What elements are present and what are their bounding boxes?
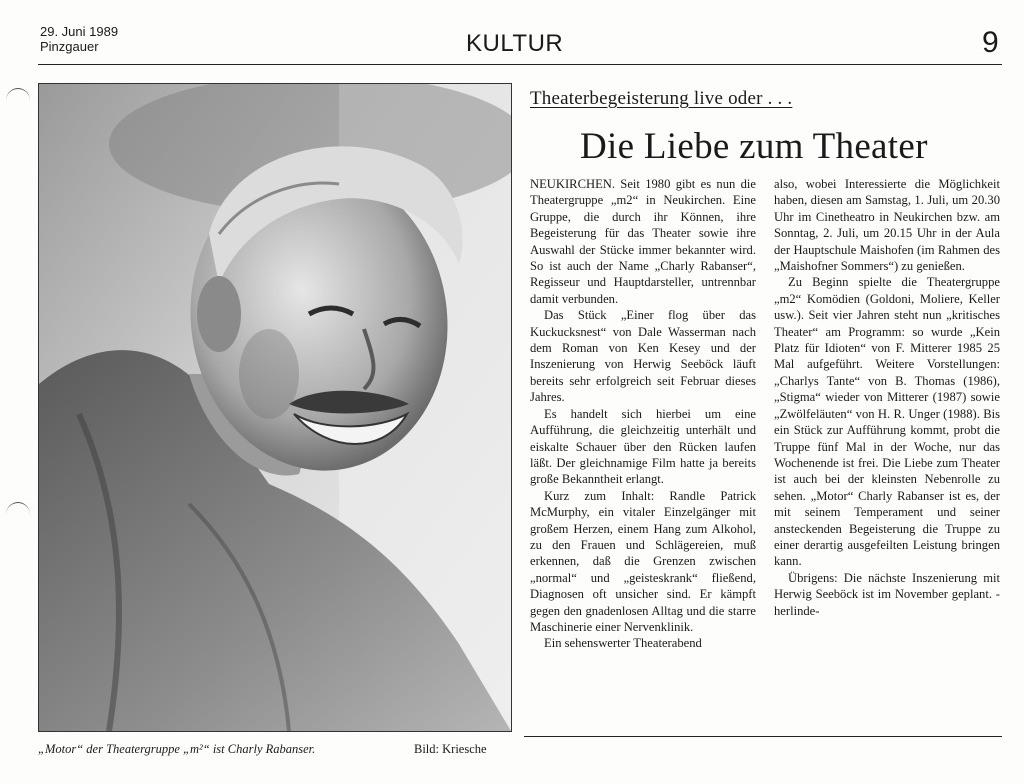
body-paragraph: Ein sehenswerter Theaterabend [544, 636, 702, 651]
body-paragraph: Das Stück „Einer flog über das Kuckucksnest“ von Dale Wasserman nach dem Roman von Ken Kesey und der Inszenierung von Herwig Seeböck läuft bereits sehr erfolgreich seit Februar dieses Jahres. [530, 308, 756, 405]
header-rule [38, 64, 1002, 65]
publication-name: Pinzgauer [40, 39, 99, 54]
issue-date: 29. Juni 1989 [40, 24, 119, 39]
body-paragraph: Übrigens: Die nächste Inszenierung mit Herwig Seeböck ist im November geplant. -herlinde- [774, 570, 1000, 618]
body-paragraph: Zu Beginn spielte die Theatergruppe „m2“ Komödien (Goldoni, Moliere, Keller usw.). Seit vier Jahren steht nun „kritisches Theater“ am Programm: so wurde „Kein Platz für Idioten“ von F. Mitterer 1985 25 Mal aufgeführt. Weitere Vorstellungen: „Charlys Tante“ von B. Thomas (1986), „Stigma“ wieder von Mitterer (1987) sowie „Zwölfeläuten“ von H. R. Unger (1988). Bis ein Stück zur Aufführung kommt, probt die Truppe fünf Mal in der Woche, nur das Wochenende ist frei. Die Liebe zum Theater ist auch bei der kleinsten Nebenrolle zu sehen. „Motor“ Charly Rabanser ist es, der mit seinem Temperament und seiner ansteckenden Begeisterung die Truppe zu einer derartig ausgefeilten Leistung bringen kann. [774, 275, 1000, 569]
page-number: 9 [982, 26, 999, 59]
article-column-1 [530, 176, 756, 652]
body-paragraph: Es handelt sich hierbei um eine Aufführung, die gleichzeitig unterhält und eiskalte Schauer über den Rücken laufen läßt. Der gleichnamige Film hatte ja bereits große Bekanntheit erlangt. [530, 406, 756, 487]
article-headline: Die Liebe zum Theater [580, 126, 928, 167]
article-column-2 [774, 176, 1000, 619]
body-paragraph: NEUKIRCHEN. Seit 1980 gibt es nun die Theatergruppe „m2“ in Neukirchen. Eine Gruppe, die durch ihr Können, ihre Begeisterung für das Theater sowie ihre Auswahl der Stücke immer bekannter wird. So ist auch der Name „Charly Rabanser“, Regisseur und Hauptdarsteller, untrennbar damit verbunden. [530, 177, 756, 306]
section-title: KULTUR [466, 30, 564, 57]
article-bottom-rule [524, 736, 1002, 737]
portrait-photo [38, 83, 512, 732]
photo-credit: Bild: Kriesche [414, 742, 487, 756]
issue-info [40, 24, 118, 54]
punch-hole-mark [6, 502, 30, 527]
photo-caption: „Motor“ der Theatergruppe „m²“ ist Charly Rabanser. [38, 742, 316, 756]
body-paragraph: also, wobei Interessierte die Möglichkeit haben, diesen am Samstag, 1. Juli, um 20.30 Uhr im Cinetheatro in Neukirchen bzw. am Sonntag, 2. Juli, um 20.15 Uhr in der Aula der Hauptschule Maishofen (im Rahmen des „Maishofner Sommers“) zu genießen. [774, 177, 1000, 274]
punch-hole-mark [6, 88, 30, 113]
article-kicker: Theaterbegeisterung live oder . . . [530, 88, 793, 109]
portrait-illustration [39, 84, 511, 731]
body-paragraph: Kurz zum Inhalt: Randle Patrick McMurphy, ein vitaler Einzelgänger mit großem Herzen, einem Hang zum Alkohol, zu den Frauen und Schlägereien, muß erkennen, daß die Grenzen zwischen „normal“ und „geisteskrank“ fließend, Diagnosen oft unsicher sind. Er kämpft gegen den gnadenlosen Alltag und die starre Maschinerie einer Nervenklinik. [530, 488, 756, 634]
